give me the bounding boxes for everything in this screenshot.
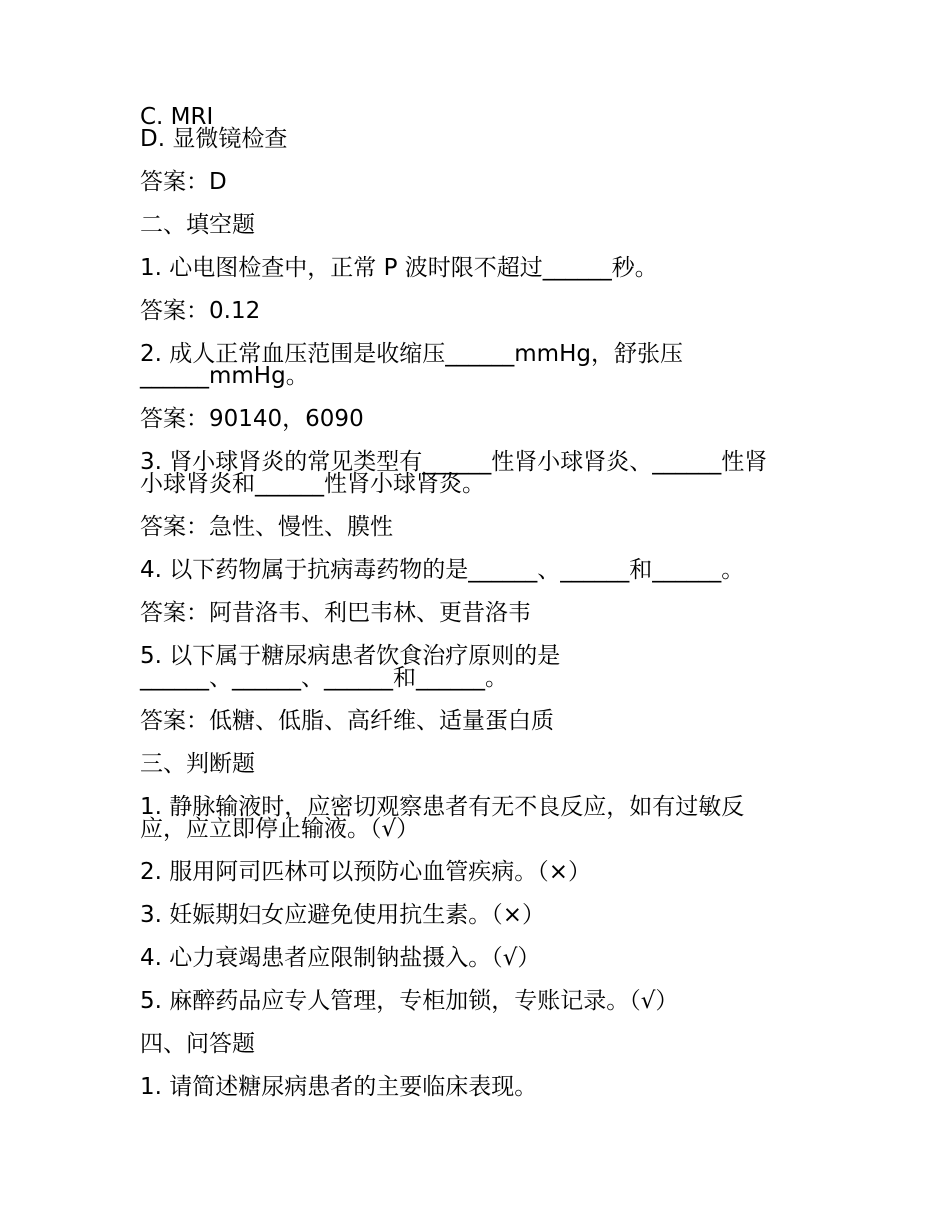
fill-question-4: 4. 以下药物属于抗病毒药物的是______、______和______。 (140, 557, 745, 583)
fill-answer-1: 答案：0.12 (140, 298, 261, 324)
document-page (140, 106, 812, 1098)
fill-question-1: 1. 心电图检查中，正常 P 波时限不超过______秒。 (140, 255, 658, 281)
section-title-fill: 二、填空题 (140, 212, 255, 238)
option-d: D. 显微镜检查 (140, 126, 288, 152)
fill-question-2-line-1: 2. 成人正常血压范围是收缩压______mmHg，舒张压 (140, 341, 683, 367)
judge-item-3: 3. 妊娠期妇女应避免使用抗生素。（×） (140, 902, 546, 928)
choice-answer: 答案：D (140, 169, 227, 195)
judge-item-1-line-1: 1. 静脉输液时，应密切观察患者有无不良反应，如有过敏反 (140, 794, 745, 820)
fill-question-5-line-2: ______、______、______和______。 (140, 665, 508, 691)
option-c: C. MRI (140, 104, 214, 130)
judge-item-1-line-2: 应，应立即停止输液。（√） (140, 816, 420, 842)
section-title-qa: 四、问答题 (140, 1031, 255, 1057)
fill-answer-2: 答案：90140，6090 (140, 406, 364, 432)
fill-question-2-line-2: ______mmHg。 (140, 363, 309, 389)
judge-item-4: 4. 心力衰竭患者应限制钠盐摄入。（√） (140, 945, 541, 971)
section-title-judge: 三、判断题 (140, 751, 255, 777)
fill-question-3-line-1: 3. 肾小球肾炎的常见类型有______性肾小球肾炎、______性肾 (140, 449, 768, 475)
qa-question-1: 1. 请简述糖尿病患者的主要临床表现。 (140, 1074, 538, 1100)
judge-item-2: 2. 服用阿司匹林可以预防心血管疾病。（×） (140, 859, 592, 885)
judge-item-5: 5. 麻醉药品应专人管理，专柜加锁，专账记录。（√） (140, 988, 679, 1014)
fill-answer-5: 答案：低糖、低脂、高纤维、适量蛋白质 (140, 708, 554, 734)
fill-question-3-line-2: 小球肾炎和______性肾小球肾炎。 (140, 471, 485, 497)
fill-question-5-line-1: 5. 以下属于糖尿病患者饮食治疗原则的是 (140, 643, 561, 669)
fill-answer-3: 答案：急性、慢性、膜性 (140, 514, 393, 540)
fill-answer-4: 答案：阿昔洛韦、利巴韦林、更昔洛韦 (140, 600, 531, 626)
